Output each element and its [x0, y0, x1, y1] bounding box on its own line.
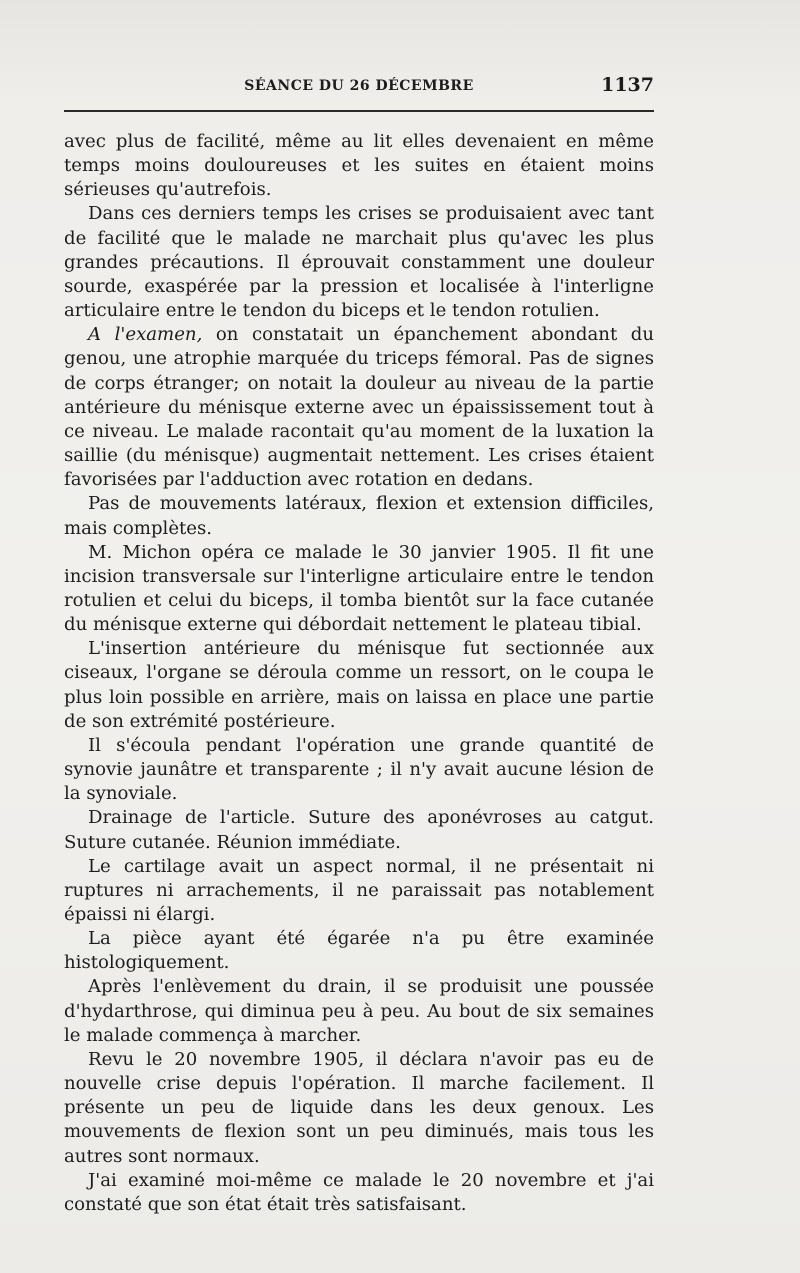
running-title: SÉANCE DU 26 DÉCEMBRE: [244, 78, 474, 94]
paragraph: L'insertion antérieure du ménisque fut sectionnée aux ciseaux, l'organe se déroula comme un ressort, on le coupa le plus loin possible en arrière, mais on laissa en place une partie de son extrémité postérieure.: [64, 638, 654, 732]
paragraph: Dans ces derniers temps les crises se produisaient avec tant de facilité que le malade ne marchait plus qu'avec les plus grandes précautions. Il éprouvait constamment une douleur sourde, exaspérée par la pression et localisée à l'interligne articulaire entre le tendon du biceps et le tendon rotulien.: [64, 203, 654, 322]
paragraph: Il s'écoula pendant l'opération une grande quantité de synovie jaunâtre et transparente ; il n'y avait aucune lésion de la synoviale.: [64, 734, 654, 805]
paragraph: Pas de mouvements latéraux, flexion et extension difficiles, mais complètes.: [64, 493, 654, 539]
paragraph: A l'examen, on constatait un épanchement abondant du genou, une atrophie marquée du triceps fémoral. Pas de signes de corps étranger; on notait la douleur au niveau de la partie antérieure du ménisque externe avec un épaississement tout à ce niveau. Le malade racontait qu'au moment de la luxation la saillie (du ménisque) augmentait nettement. Les crises étaient favorisées par l'adduction avec rotation en dedans.: [64, 324, 654, 491]
paragraph: Revu le 20 novembre 1905, il déclara n'avoir pas eu de nouvelle crise depuis l'opération. Il marche facilement. Il présente un peu de liquide dans les deux genoux. Les mouvements de flexion sont un peu diminués, mais tous les autres sont normaux.: [64, 1048, 654, 1167]
page-number: 1137: [601, 74, 654, 96]
paragraph: Le cartilage avait un aspect normal, il ne présentait ni ruptures ni arrachements, il ne paraissait pas notablement épaissi ni élargi.: [64, 855, 654, 925]
page-header: [64, 74, 654, 102]
paragraph: La pièce ayant été égarée n'a pu être examinée histologiquement.: [64, 928, 654, 974]
paragraph: J'ai examiné moi-même ce malade le 20 novembre et j'ai constaté que son état était très satisfaisant.: [64, 1169, 654, 1215]
body-text: [64, 130, 654, 1217]
paragraph: Après l'enlèvement du drain, il se produisit une poussée d'hydarthrose, qui diminua peu à peu. Au bout de six semaines le malade commença à marcher.: [64, 976, 654, 1046]
paragraph: Drainage de l'article. Suture des aponévroses au catgut. Suture cutanée. Réunion immédiate.: [64, 807, 654, 853]
paragraph: avec plus de facilité, même au lit elles devenaient en même temps moins douloureuses et les suites en étaient moins sérieuses qu'autrefois.: [64, 131, 654, 201]
paragraph: M. Michon opéra ce malade le 30 janvier 1905. Il fit une incision transversale sur l'interligne articulaire entre le tendon rotulien et celui du biceps, il tomba bientôt sur la face cutanée du ménisque externe qui débordait nettement le plateau tibial.: [64, 541, 654, 636]
header-rule: [64, 110, 654, 112]
italic-lead: A l'examen,: [88, 324, 203, 346]
